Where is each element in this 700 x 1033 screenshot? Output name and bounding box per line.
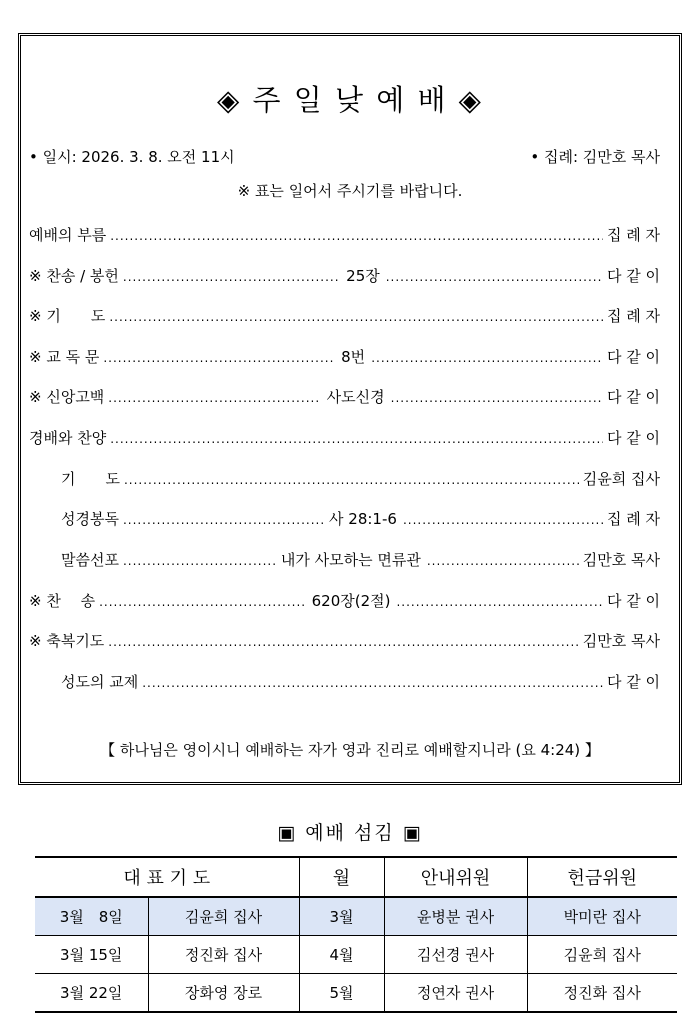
order-item: 경배와 찬양 [29,429,107,447]
leader-dots [110,432,603,446]
table-row [35,974,677,1013]
leader-dots [386,270,603,284]
order-row [29,590,660,612]
order-by: 다 같 이 [606,673,660,691]
duty-table [35,856,677,1013]
order-by: 다 같 이 [606,592,660,610]
order-row [61,468,660,490]
leader-dots [427,554,579,568]
prayer-date: 3월 22일 [35,974,148,1013]
prayer-person: 김윤희 집사 [148,897,299,936]
leader-dots [99,595,306,609]
leader-dots [123,554,275,568]
order-row [29,427,660,449]
order-row [61,549,660,571]
order-row [61,508,660,530]
usher-person: 정연자 권사 [384,974,527,1013]
order-item: 성경봉독 [61,510,119,528]
order-row [29,346,660,368]
order-item: 예배의 부름 [29,226,107,244]
order-by: 다 같 이 [607,267,661,285]
leader-dots [103,351,335,365]
prayer-person: 정진화 집사 [148,936,299,974]
prayer-date: 3월 15일 [35,936,148,974]
order-by: 다 같 이 [606,429,660,447]
order-row [29,305,660,327]
header-prayer: 대 표 기 도 [35,857,299,897]
order-by: 다 같 이 [606,388,660,406]
duty-month: 3월 [299,897,384,936]
table-row [35,897,677,936]
order-item: ※ 신앙고백 [29,388,105,406]
leader-dots [108,391,320,405]
leader-dots [403,513,603,527]
order-item: ※ 교 독 문 [29,348,100,366]
order-by: 집 례 자 [606,307,660,325]
order-item: ※ 축복기도 [29,632,105,650]
leader-dots [109,310,603,324]
order-detail: 8번 [341,348,366,366]
leader-dots [142,676,603,690]
leader-dots [124,473,579,487]
order-by: 김만호 목사 [582,551,661,569]
table-row [35,936,677,974]
order-detail: 25장 [346,267,380,285]
order-row [61,671,660,693]
leader-dots [396,595,603,609]
leader-dots [371,351,603,365]
order-by: 김윤희 집사 [582,470,660,488]
offering-person: 박미란 집사 [527,897,677,936]
order-by: 김만호 목사 [582,632,660,650]
duty-section-title: ▣ 예배 섬김 ▣ [277,822,423,844]
duty-month: 4월 [299,936,384,974]
header-offering: 헌금위원 [527,857,677,897]
usher-person: 윤병분 권사 [384,897,527,936]
order-detail: 사 28:1-6 [329,510,397,528]
order-row [29,224,660,246]
order-item: 성도의 교제 [61,673,139,691]
leader-dots [110,229,603,243]
leader-dots [108,635,578,649]
order-by: 집 례 자 [607,510,661,528]
leader-dots [391,391,603,405]
order-row [29,265,660,287]
usher-person: 김선경 권사 [384,936,527,974]
order-item: 기 도 [61,470,120,488]
offering-person: 정진화 집사 [527,974,677,1013]
standing-notice: ※ 표는 일어서 주시기를 바랍니다. [237,182,463,200]
order-item: ※ 기 도 [29,307,106,325]
service-date: • 일시: 2026. 3. 8. 오전 11시 [29,148,235,166]
order-by: 집 례 자 [606,226,660,244]
service-leader: • 집례: 김만호 목사 [530,148,660,166]
order-item: 말씀선포 [61,551,119,569]
duty-month: 5월 [299,974,384,1013]
header-usher: 안내위원 [384,857,527,897]
scripture-verse: 【 하나님은 영이시니 예배하는 자가 영과 진리로 예배할지니라 (요 4:24) 】 [100,741,600,759]
order-detail: 사도신경 [326,388,385,406]
offering-person: 김윤희 집사 [527,936,677,974]
leader-dots [123,270,340,284]
header-month: 월 [299,857,384,897]
order-row [29,630,660,652]
order-item: ※ 찬 송 [29,592,96,610]
service-title: ◈ 주 일 낮 예 배 ◈ [217,83,483,117]
order-item: ※ 찬송 / 봉헌 [29,267,119,285]
order-by: 다 같 이 [606,348,660,366]
order-row [29,386,660,408]
order-detail: 내가 사모하는 면류관 [280,551,421,569]
order-detail: 620장(2절) [311,592,391,610]
prayer-date: 3월 8일 [35,897,148,936]
prayer-person: 장화영 장로 [148,974,299,1013]
leader-dots [123,513,323,527]
duty-header-row [35,857,677,897]
